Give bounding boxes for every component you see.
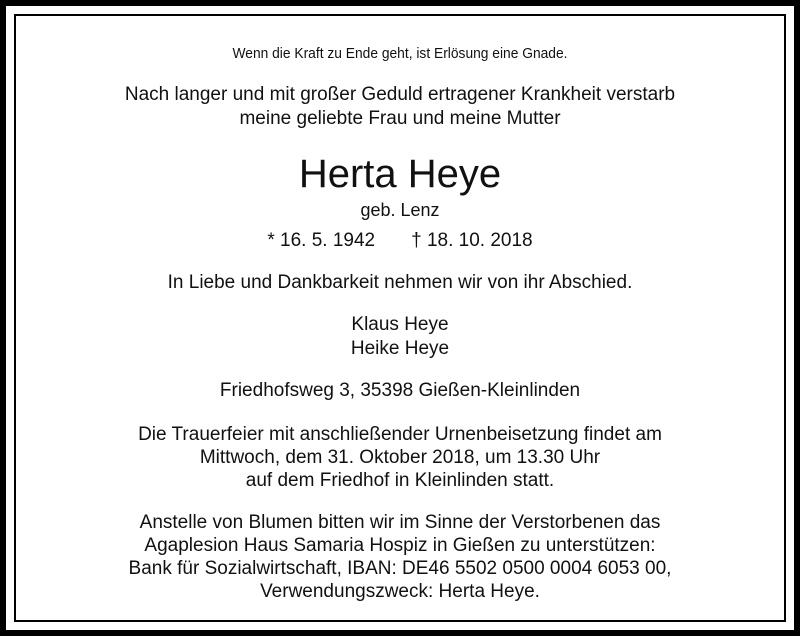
- donation-line-3: Bank für Sozialwirtschaft, IBAN: DE46 5502 0500 0004 6053 00,: [128, 558, 672, 579]
- maiden-name: geb. Lenz: [360, 200, 440, 220]
- farewell-text: In Liebe und Dankbarkeit nehmen wir von ihr Abschied.: [167, 272, 633, 293]
- donation-line-4: Verwendungszweck: Herta Heye.: [260, 581, 540, 602]
- donation-line-2: Agaplesion Haus Samaria Hospiz in Gießen zu unterstützen:: [144, 535, 656, 556]
- mourner-1: Klaus Heye: [351, 314, 449, 335]
- birth-date: * 16. 5. 1942: [267, 230, 376, 251]
- donation-line-1: Anstelle von Blumen bitten wir im Sinne der Verstorbenen das: [139, 512, 661, 533]
- ceremony-line-1: Die Trauerfeier mit anschließender Urnenbeisetzung findet am: [138, 424, 662, 445]
- death-date: † 18. 10. 2018: [411, 230, 533, 251]
- deceased-name: Herta Heye: [298, 152, 502, 196]
- ceremony-line-2: Mittwoch, dem 31. Oktober 2018, um 13.30 Uhr: [199, 447, 601, 468]
- ceremony-line-3: auf dem Friedhof in Kleinlinden statt.: [245, 470, 555, 491]
- address: Friedhofsweg 3, 35398 Gießen-Kleinlinden: [219, 380, 581, 401]
- life-dates: [0, 230, 800, 252]
- intro-line-1: Nach langer und mit großer Geduld ertragener Krankheit verstarb: [124, 84, 676, 105]
- motto: Wenn die Kraft zu Ende geht, ist Erlösung eine Gnade.: [232, 45, 568, 62]
- intro-line-2: meine geliebte Frau und meine Mutter: [239, 108, 561, 129]
- mourner-2: Heike Heye: [350, 338, 450, 359]
